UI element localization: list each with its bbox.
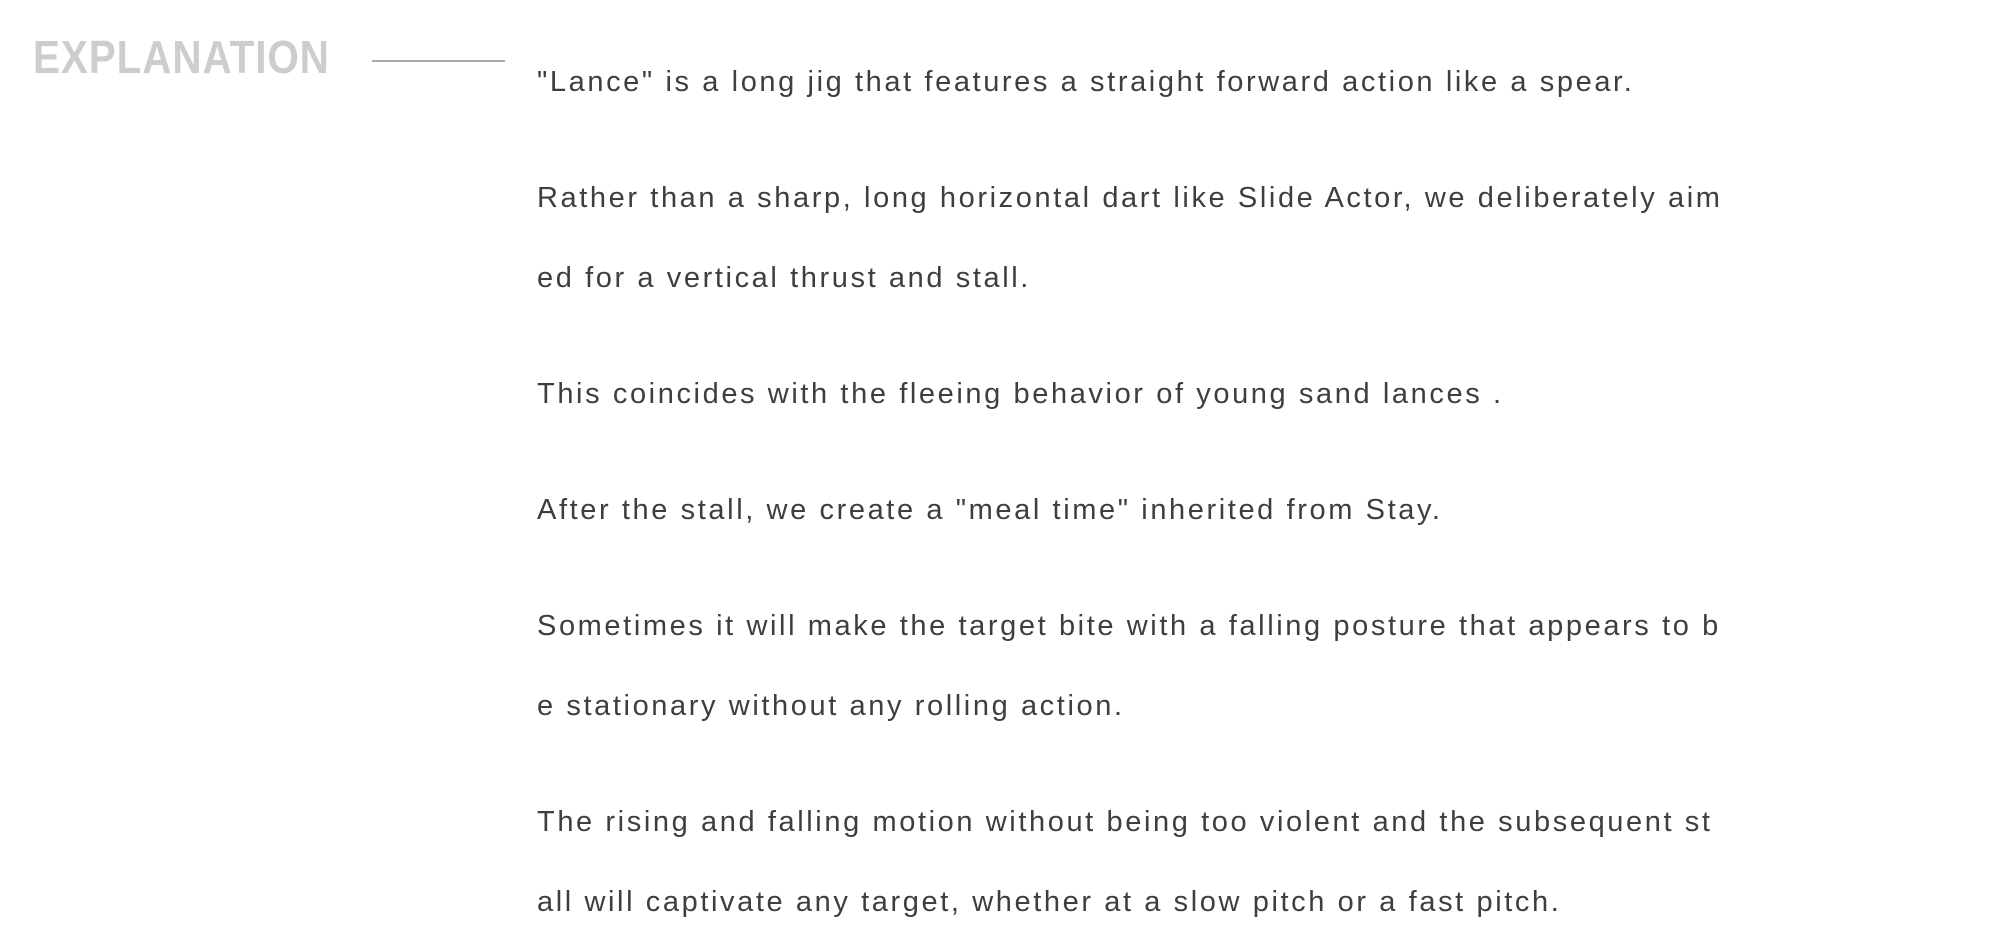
heading-rule [372,60,505,62]
paragraph [537,354,1723,434]
text-line: After the stall, we create a "meal time" inherited from Stay. [537,494,1443,526]
section-heading-wrap [33,30,370,84]
text-line: e stationary without any rolling action. [537,690,1125,722]
explanation-text [537,42,1723,940]
text-line: The rising and falling motion without being too violent and the subsequent st [537,806,1713,838]
paragraph [537,42,1723,122]
paragraph [537,158,1723,318]
text-line: "Lance" is a long jig that features a straight forward action like a spear. [537,66,1635,98]
text-line: all will captivate any target, whether at a slow pitch or a fast pitch. [537,886,1562,918]
paragraph [537,782,1723,940]
paragraph [537,586,1723,746]
section-title: EXPLANATION [33,31,330,83]
text-line: Sometimes it will make the target bite with a falling posture that appears to b [537,610,1721,642]
paragraph [537,470,1723,550]
text-line: Rather than a sharp, long horizontal dart like Slide Actor, we deliberately aim [537,182,1723,214]
text-line: This coincides with the fleeing behavior of young sand lances . [537,378,1504,410]
text-line: ed for a vertical thrust and stall. [537,262,1031,294]
